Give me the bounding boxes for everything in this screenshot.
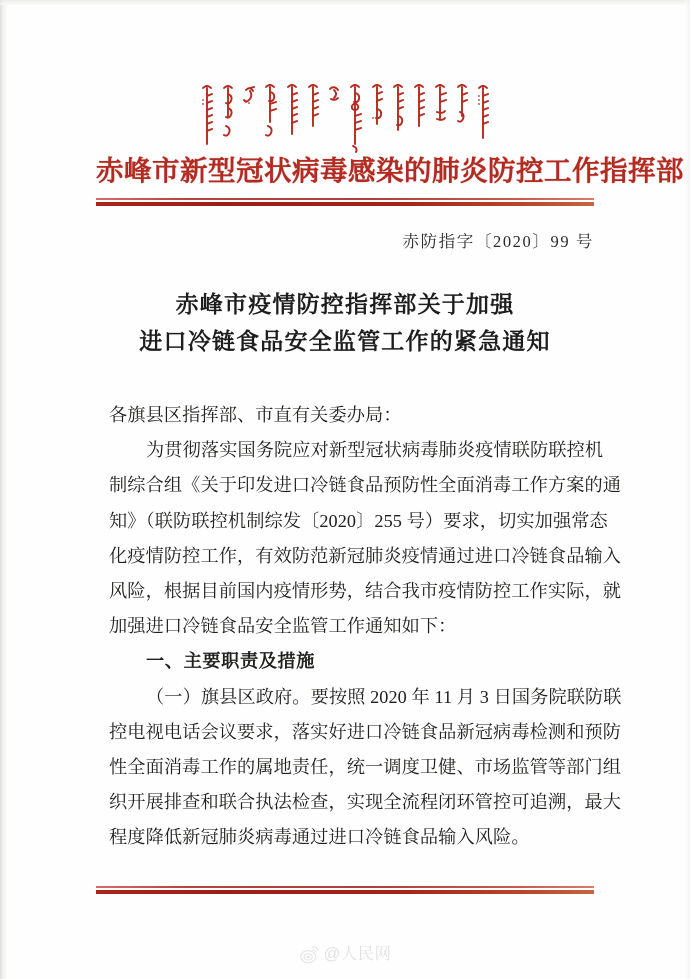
weibo-eye-icon	[299, 944, 320, 965]
body-line: 加强进口冷链食品安全监管工作通知如下：	[109, 616, 457, 637]
letterhead	[96, 82, 684, 186]
mongolian-word	[413, 82, 425, 148]
mongolian-word	[477, 82, 489, 148]
mongolian-word	[328, 82, 340, 148]
header-rule-thin	[96, 198, 594, 200]
section-heading-1: 一、主要职责及措施	[146, 651, 316, 672]
body-line: 化疫情防控工作，有效防范新冠肺炎疫情通过进口冷链食品输入	[109, 545, 622, 566]
mongolian-word	[307, 82, 319, 148]
mongolian-script-header	[96, 82, 594, 154]
mongolian-word	[201, 82, 213, 148]
body-line: 知》（联防联控机制综发〔2020〕255 号）要求，切实加强常态	[109, 510, 608, 531]
mongolian-word	[434, 82, 447, 148]
mongolian-word	[264, 82, 277, 148]
body-line-salutation: 各旗县区指挥部、市直有关委办局：	[109, 405, 402, 425]
title-line-2: 进口冷链食品安全监管工作的紧急通知	[139, 329, 551, 355]
body-line: 为贯彻落实国务院应对新型冠状病毒肺炎疫情联防联控机	[146, 440, 604, 461]
body-line: 控电视电话会议要求，落实好进口冷链食品新冠病毒检测和预防	[109, 721, 622, 742]
body-line: 风险，根据目前国内疫情形势，结合我市疫情防控工作实际，就	[109, 580, 622, 601]
title-line-1: 赤峰市疫情防控指挥部关于加强	[175, 292, 515, 317]
mongolian-word	[222, 82, 234, 148]
body-line: 织开展排查和联合执法检查，实现全流程闭环管控可追溯，最大	[109, 792, 622, 813]
document-title	[96, 286, 594, 361]
body-line-subsection-1: （一）旗县区政府。要按照 2020 年 11 月 3 日国务院联防联	[146, 686, 622, 707]
footer-red-rule	[96, 886, 594, 894]
mongolian-word	[456, 82, 468, 148]
mongolian-word	[286, 82, 298, 148]
body-line: 性全面消毒工作的属地责任，统一调度卫健、市场监管等部门组	[109, 756, 622, 777]
mongolian-word	[392, 82, 404, 148]
watermark-text: @人民网	[323, 945, 392, 964]
header-red-rule	[96, 198, 594, 206]
document-number: 赤防指字〔2020〕99 号	[402, 232, 594, 251]
header-rule-thick	[96, 202, 594, 206]
mongolian-word	[349, 82, 362, 154]
issuing-agency-name: 赤峰市新型冠状病毒感染的肺炎防控工作指挥部	[96, 155, 684, 186]
scan-edge-top	[0, 0, 690, 5]
body-line: 程度降低新冠肺炎病毒通过进口冷链食品输入风险。	[109, 827, 530, 848]
body-line: 制综合组《关于印发进口冷链食品预防性全面消毒工作方案的通	[109, 475, 622, 496]
watermark	[0, 944, 690, 965]
footer-rule-thin	[96, 886, 594, 888]
scan-edge-left	[0, 0, 7, 979]
scan-edge-right	[685, 0, 690, 979]
mongolian-word	[243, 82, 255, 148]
footer-rule-thick	[96, 890, 594, 894]
document-body	[109, 398, 622, 855]
mongolian-word	[371, 82, 383, 148]
